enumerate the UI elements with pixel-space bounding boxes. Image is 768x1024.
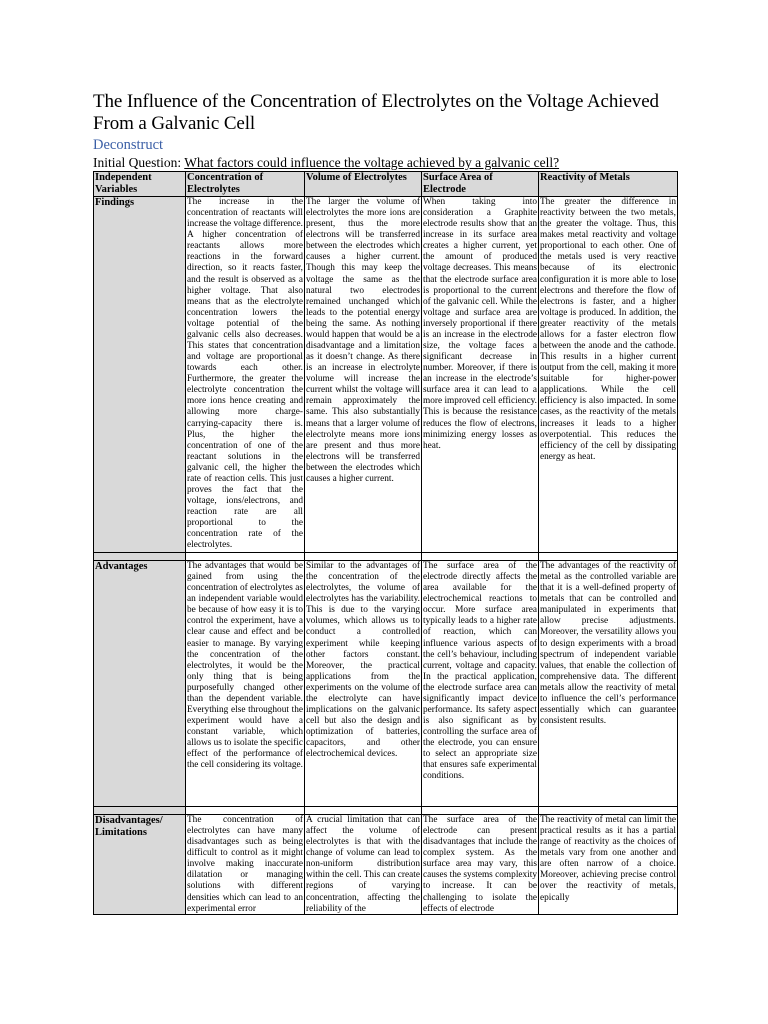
table-row-disadvantages — [94, 815, 678, 915]
table-cell — [186, 197, 305, 553]
cell-text: The advantages that would be gained from using the concentration of electrolytes as an independent variable would be because of how easy it is to control the experiment, have a clear cause and effect and be easier to manage. By varying the concentration of the electrolytes, it would be the only thing that is being purposefully changed other than the dependent variable. Everything else throughout the experiment would have a constant variable, which allows us to isolate the specific effect of the performance of the cell considering its voltage. — [187, 561, 303, 771]
cell-text: A crucial limitation that can affect the volume of electrolytes is that with the change of volume can lead to non-uniform distribution within the cell. This can create regions of varying concentration, affecting the reliability of the — [306, 815, 420, 914]
cell-text: The reactivity of metal can limit the practical results as it has a partial range of reactivity as the choices of metals vary from one another and are often narrow of a choice. Moreover, achieving precise control over the reactivity of metals, epically — [540, 815, 676, 903]
table-cell — [422, 815, 539, 915]
header-reactivity: Reactivity of Metals — [539, 172, 678, 197]
table-header-row — [94, 172, 678, 197]
header-surface-area: Surface Area of Electrode — [422, 172, 539, 197]
cell-text: The advantages of the reactivity of metal as the controlled variable are that it is a well-defined property of metals that can be controlled and manipulated in experiments that allow precise adjustments. Moreover, the versatility allows you to design experiments with a broad spectrum of independent variable values, that enable the collection of comprehensive data. The different metals allow the reactivity of metal to influence the cell’s performance essentially which can guarantee consistent results. — [540, 561, 676, 727]
variables-table — [93, 171, 678, 915]
header-independent-variables: Independent Variables — [94, 172, 186, 197]
cell-text: The concentration of electrolytes can have many disadvantages such as being difficult to control as it might involve making inaccurate dilatation or managing solutions with different densities which can lead to an experimental error — [187, 815, 303, 914]
row-spacer — [94, 553, 678, 561]
table-cell — [186, 561, 305, 807]
table-cell — [539, 561, 678, 807]
row-spacer — [94, 807, 678, 815]
table-row-findings — [94, 197, 678, 553]
initial-question — [93, 155, 677, 171]
question-text: What factors could influence the voltage achieved by a galvanic cell? — [184, 155, 560, 170]
cell-text: Similar to the advantages of the concentration of the electrolytes, the volume of electrolytes has the variability. This is due to the varying volumes, which allows us to conduct a controlled experiment while keeping other factors constant. Moreover, the practical applications from the experiments on the volume of the electrolyte can have implications on the galvanic cell but also the design and optimization of batteries, capacitors, and other electrochemical devices. — [306, 561, 420, 760]
document-title: The Influence of the Concentration of Electrolytes on the Voltage Achieved From a Galvanic Cell — [93, 91, 659, 134]
header-concentration: Concentration of Electrolytes — [186, 172, 305, 197]
table-cell — [422, 197, 539, 553]
cell-text: The increase in the concentration of reactants will increase the voltage difference. A higher concentration of reactants allows more reactions in the forward direction, so it reacts faster, and the result is observed as a higher voltage. That also means that as the electrolyte concentration lowers the voltage potential of the galvanic cells also decreases. This states that concentration and voltage are proportional towards each other. Furthermore, the greater the electrolyte concentration the more ions hence creating and allowing more charge-carrying-capacity there is. Plus, the higher the concentration of one of the reactant solutions in the galvanic cell, the higher the rate of reaction cells. This just proves the fact that the voltage, ions/electrons, and reaction rate are all proportional to the concentration rate of the electrolytes. — [187, 197, 303, 551]
question-label: Initial Question: — [93, 155, 182, 170]
row-label-disadvantages: Disadvantages/ Limitations — [94, 815, 186, 915]
table-cell — [305, 197, 422, 553]
table-cell — [539, 815, 678, 915]
table-row-advantages — [94, 561, 678, 807]
document-page — [93, 91, 677, 914]
table-cell — [305, 561, 422, 807]
header-volume: Volume of Electrolytes — [305, 172, 422, 197]
document-subtitle: Deconstruct — [93, 137, 164, 153]
cell-text: The larger the volume of electrolytes the more ions are present, thus the more electrons will be transferred between the electrodes which causes a higher current. Though this may keep the voltage the same as the natural two electrodes remained unchanged which leads to the potential energy being the same. As nothing would happen that would be a disadvantage and a limitation as it doesn’t change. As there is an increase in electrolyte volume will increase the current whilst the voltage will remain approximately the same. This also substantially means that a larger volume of electrolyte means more ions are present and thus more electrons will be transferred between the electrodes which causes a higher current. — [306, 197, 420, 484]
table-cell — [539, 197, 678, 553]
cell-text: When taking into consideration a Graphite electrode results show that an increase in its surface area creates a higher current, yet the amount of produced voltage decreases. This means that the electrode surface area is proportional to the current of the galvanic cell. While the voltage and surface area are inversely proportional if there is an increase in the electrode size, the voltage faces a significant decrease in number. Moreover, if there is an increase in the electrode’s surface area it can lead to a more improved cell efficiency. This is because the resistance reduces the flow of electrons, minimizing energy losses as heat. — [423, 197, 537, 451]
table-cell — [305, 815, 422, 915]
row-label-findings: Findings — [94, 197, 186, 553]
table-cell — [422, 561, 539, 807]
table-cell — [186, 815, 305, 915]
cell-text: The greater the difference in reactivity between the two metals, the greater the voltage. Thus, this makes metal reactivity and voltage proportional to each other. One of the metals used is very reactive because of its electronic configuration it is more able to lose electrons and therefore the flow of electrons is faster, and a higher voltage is produced. In addition, the greater reactivity of the metals allows for a faster electron flow between the anode and the cathode. This results in a higher current output from the cell, making it more suitable for higher-power applications. While the cell efficiency is also impacted. In some cases, as the reactivity of the metals increases it leads to a higher overpotential. This reduces the efficiency of the cell by dissipating energy as heat. — [540, 197, 676, 462]
cell-text: The surface area of the electrode directly affects the area available for the electrochemical reactions to occur. More surface area typically leads to a higher rate of reaction, which can influence various aspects of the cell’s behaviour, including current, voltage and capacity. In the practical application, the electrode surface area can significantly impact device performance. Its safety aspect is also significant as by controlling the surface area of the electrode, you can ensure to select an appropriate size that ensures safe experimental conditions. — [423, 561, 537, 782]
row-label-advantages: Advantages — [94, 561, 186, 807]
cell-text: The surface area of the electrode can present disadvantages that include the complex system. As the surface area may vary, this causes the systems complexity to increase. It can be challenging to isolate the effects of electrode — [423, 815, 537, 914]
